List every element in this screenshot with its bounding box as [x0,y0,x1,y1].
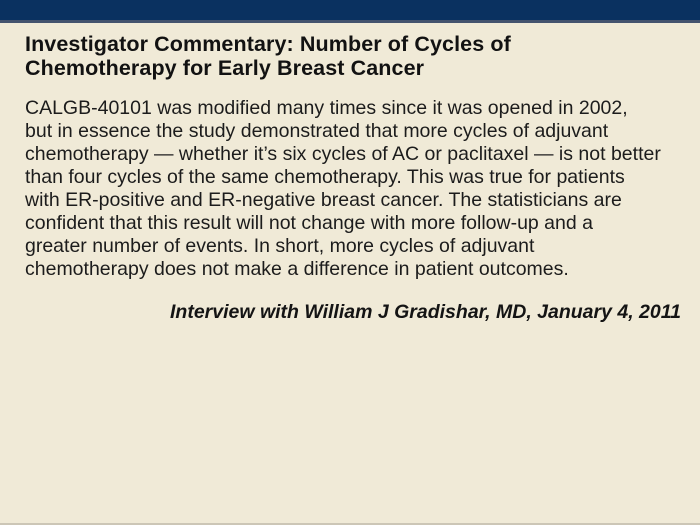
slide-title-line-2: Chemotherapy for Early Breast Cancer [25,55,425,80]
body-paragraph [25,97,685,281]
slide-title [25,33,675,80]
body-line: confident that this result will not change with more follow-up and a [25,212,593,234]
header-band [0,0,700,20]
body-line: CALGB-40101 was modified many times since it was opened in 2002, [25,97,628,119]
body-line: chemotherapy does not make a difference in patient outcomes. [25,258,569,280]
slide-title-line-1: Investigator Commentary: Number of Cycles of [25,32,511,56]
body-line: chemotherapy — whether it’s six cycles of AC or paclitaxel — is not better [25,143,661,165]
body-line: but in essence the study demonstrated that more cycles of adjuvant [25,120,609,142]
attribution-line: Interview with William J Gradishar, MD, January 4, 2011 [170,301,681,323]
body-line: greater number of events. In short, more cycles of adjuvant [25,235,535,257]
header-band-edge [0,20,700,23]
body-line: than four cycles of the same chemotherapy. This was true for patients [25,166,625,188]
body-line: with ER-positive and ER-negative breast cancer. The statisticians are [25,189,622,211]
